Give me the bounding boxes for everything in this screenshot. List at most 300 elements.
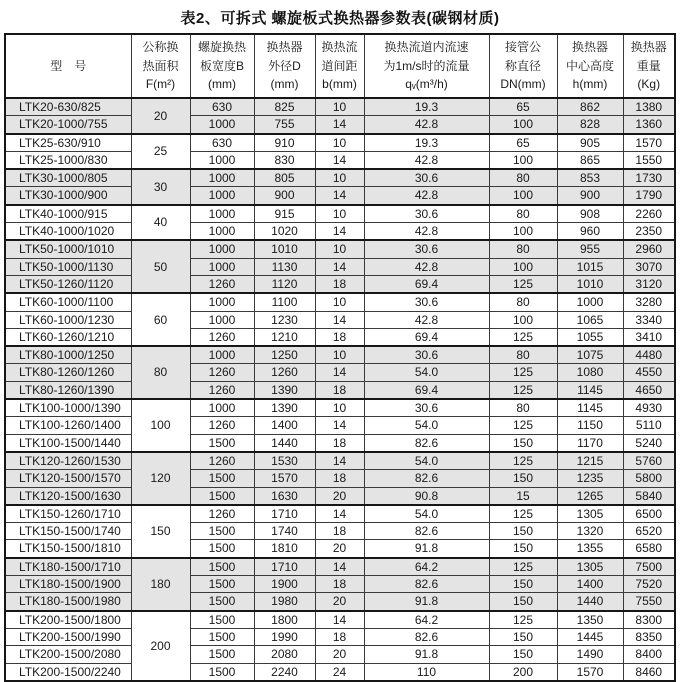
- flow-rate-cell: 42.8: [364, 258, 489, 275]
- model-cell: LTK80-1260/1260: [5, 364, 131, 381]
- flow-rate-cell: 90.8: [364, 487, 489, 505]
- flow-rate-cell: 91.8: [364, 540, 489, 558]
- nominal-area-cell: 200: [131, 611, 190, 681]
- channel-spacing-cell: 14: [315, 187, 364, 205]
- header-line: F(m²): [145, 77, 176, 92]
- weight-cell: 8300: [623, 611, 675, 629]
- nominal-area-cell: 30: [131, 169, 190, 205]
- flow-rate-cell: 54.0: [364, 505, 489, 523]
- channel-spacing-cell: 20: [315, 487, 364, 505]
- plate-width-cell: 1500: [190, 540, 254, 558]
- header-line: b(mm): [322, 77, 357, 92]
- nozzle-diameter-cell: 100: [489, 311, 557, 328]
- table-row: [5, 663, 675, 681]
- header-line: 换热器: [630, 40, 667, 55]
- header-line: 换热流道内流速: [384, 40, 469, 55]
- nozzle-diameter-cell: 150: [489, 593, 557, 611]
- model-cell: LTK80-1000/1250: [5, 346, 131, 364]
- table-row: [5, 470, 675, 487]
- center-height-cell: 1215: [557, 452, 623, 470]
- plate-width-cell: 1000: [190, 293, 254, 311]
- channel-spacing-cell: 20: [315, 646, 364, 663]
- plate-width-cell: 1500: [190, 611, 254, 629]
- table-row: [5, 611, 675, 629]
- nozzle-diameter-cell: 15: [489, 487, 557, 505]
- center-height-cell: 1015: [557, 258, 623, 275]
- table-row: [5, 381, 675, 399]
- model-cell: LTK60-1000/1230: [5, 311, 131, 328]
- channel-spacing-cell: 14: [315, 611, 364, 629]
- nominal-area-cell: 25: [131, 134, 190, 170]
- weight-cell: 1550: [623, 151, 675, 169]
- channel-spacing-cell: 18: [315, 434, 364, 452]
- plate-width-cell: 1000: [190, 187, 254, 205]
- center-height-cell: 1445: [557, 628, 623, 645]
- header-line: 螺旋换热: [197, 40, 246, 55]
- center-height-cell: 1305: [557, 505, 623, 523]
- flow-rate-cell: 91.8: [364, 646, 489, 663]
- channel-spacing-cell: 10: [315, 346, 364, 364]
- channel-spacing-cell: 10: [315, 399, 364, 417]
- plate-width-cell: 1500: [190, 663, 254, 681]
- weight-cell: 6520: [623, 523, 675, 540]
- flow-rate-cell: 42.8: [364, 116, 489, 134]
- outer-diameter-cell: 1740: [254, 523, 315, 540]
- model-cell: LTK25-1000/830: [5, 151, 131, 169]
- header-line: 外径D: [268, 58, 301, 73]
- col-header-center-height: [557, 34, 623, 98]
- channel-spacing-cell: 18: [315, 470, 364, 487]
- center-height-cell: 853: [557, 169, 623, 187]
- flow-rate-cell: 42.8: [364, 187, 489, 205]
- table-row: [5, 540, 675, 558]
- nominal-area-cell: 20: [131, 98, 190, 134]
- nominal-area-cell: 100: [131, 399, 190, 452]
- weight-cell: 1360: [623, 116, 675, 134]
- center-height-cell: 905: [557, 134, 623, 152]
- plate-width-cell: 1000: [190, 205, 254, 223]
- model-cell: LTK120-1500/1630: [5, 487, 131, 505]
- nozzle-diameter-cell: 150: [489, 434, 557, 452]
- center-height-cell: 1010: [557, 275, 623, 293]
- plate-width-cell: 1000: [190, 240, 254, 258]
- outer-diameter-cell: 755: [254, 116, 315, 134]
- table-row: [5, 116, 675, 134]
- flow-rate-cell: 69.4: [364, 328, 489, 346]
- center-height-cell: 955: [557, 240, 623, 258]
- flow-rate-cell: 82.6: [364, 576, 489, 593]
- table-row: [5, 275, 675, 293]
- plate-width-cell: 1500: [190, 628, 254, 645]
- header-line: (mm): [270, 77, 299, 92]
- nozzle-diameter-cell: 80: [489, 169, 557, 187]
- channel-spacing-cell: 10: [315, 240, 364, 258]
- table-row: [5, 134, 675, 152]
- nozzle-diameter-cell: 65: [489, 134, 557, 152]
- table-row: [5, 452, 675, 470]
- flow-rate-cell: 91.8: [364, 593, 489, 611]
- table-row: [5, 523, 675, 540]
- outer-diameter-cell: 1230: [254, 311, 315, 328]
- plate-width-cell: 630: [190, 134, 254, 152]
- outer-diameter-cell: 1800: [254, 611, 315, 629]
- weight-cell: 4550: [623, 364, 675, 381]
- table-row: [5, 328, 675, 346]
- outer-diameter-cell: 1010: [254, 240, 315, 258]
- model-cell: LTK25-630/910: [5, 134, 131, 152]
- header-row: [5, 34, 675, 98]
- weight-cell: 4480: [623, 346, 675, 364]
- plate-width-cell: 1500: [190, 646, 254, 663]
- weight-cell: 7520: [623, 576, 675, 593]
- center-height-cell: 1080: [557, 364, 623, 381]
- channel-spacing-cell: 10: [315, 98, 364, 116]
- nozzle-diameter-cell: 125: [489, 328, 557, 346]
- col-header-model: [5, 34, 131, 98]
- center-height-cell: 1440: [557, 593, 623, 611]
- channel-spacing-cell: 20: [315, 540, 364, 558]
- nozzle-diameter-cell: 80: [489, 205, 557, 223]
- table-row: [5, 151, 675, 169]
- model-cell: LTK150-1500/1810: [5, 540, 131, 558]
- nozzle-diameter-cell: 80: [489, 240, 557, 258]
- outer-diameter-cell: 1020: [254, 223, 315, 241]
- nozzle-diameter-cell: 125: [489, 611, 557, 629]
- plate-width-cell: 1500: [190, 487, 254, 505]
- center-height-cell: 1065: [557, 311, 623, 328]
- col-header-weight: [623, 34, 675, 98]
- header-line: DN(mm): [500, 77, 546, 92]
- table-row: [5, 293, 675, 311]
- model-cell: LTK200-1500/1800: [5, 611, 131, 629]
- nominal-area-cell: 40: [131, 205, 190, 241]
- table-row: [5, 646, 675, 663]
- channel-spacing-cell: 10: [315, 169, 364, 187]
- flow-rate-cell: 42.8: [364, 311, 489, 328]
- model-cell: LTK120-1500/1570: [5, 470, 131, 487]
- weight-cell: 1380: [623, 98, 675, 116]
- flow-rate-cell: 82.6: [364, 470, 489, 487]
- weight-cell: 5800: [623, 470, 675, 487]
- weight-cell: 7500: [623, 558, 675, 576]
- header-line: 换热器: [571, 40, 608, 55]
- header-line: h(mm): [572, 77, 608, 92]
- weight-cell: 3120: [623, 275, 675, 293]
- nozzle-diameter-cell: 150: [489, 628, 557, 645]
- flow-rate-cell: 54.0: [364, 417, 489, 434]
- col-header-nominal-area: [131, 34, 190, 98]
- center-height-cell: 1075: [557, 346, 623, 364]
- flow-rate-cell: 64.2: [364, 558, 489, 576]
- center-height-cell: 1055: [557, 328, 623, 346]
- model-cell: LTK200-1500/2240: [5, 663, 131, 681]
- channel-spacing-cell: 14: [315, 311, 364, 328]
- nominal-area-cell: 60: [131, 293, 190, 346]
- weight-cell: 8350: [623, 628, 675, 645]
- table-row: [5, 258, 675, 275]
- nozzle-diameter-cell: 150: [489, 576, 557, 593]
- table-row: [5, 187, 675, 205]
- table-row: [5, 487, 675, 505]
- header-line: 板宽度B: [199, 58, 244, 73]
- outer-diameter-cell: 830: [254, 151, 315, 169]
- outer-diameter-cell: 1710: [254, 505, 315, 523]
- weight-cell: 2960: [623, 240, 675, 258]
- nozzle-diameter-cell: 125: [489, 275, 557, 293]
- flow-rate-cell: 30.6: [364, 399, 489, 417]
- table-row: [5, 417, 675, 434]
- model-cell: LTK180-1500/1710: [5, 558, 131, 576]
- outer-diameter-cell: 2240: [254, 663, 315, 681]
- nozzle-diameter-cell: 125: [489, 381, 557, 399]
- nozzle-diameter-cell: 100: [489, 258, 557, 275]
- weight-cell: 5240: [623, 434, 675, 452]
- center-height-cell: 1145: [557, 381, 623, 399]
- table-row: [5, 223, 675, 241]
- model-cell: LTK40-1000/1020: [5, 223, 131, 241]
- center-height-cell: 862: [557, 98, 623, 116]
- header-line: 热面积: [142, 58, 179, 73]
- channel-spacing-cell: 18: [315, 275, 364, 293]
- center-height-cell: 1265: [557, 487, 623, 505]
- col-header-outer-diameter: [254, 34, 315, 98]
- outer-diameter-cell: 1390: [254, 381, 315, 399]
- flow-rate-cell: 30.6: [364, 205, 489, 223]
- weight-cell: 1730: [623, 169, 675, 187]
- channel-spacing-cell: 14: [315, 452, 364, 470]
- flow-rate-cell: 64.2: [364, 611, 489, 629]
- model-cell: LTK20-630/825: [5, 98, 131, 116]
- weight-cell: 3070: [623, 258, 675, 275]
- flow-rate-cell: 30.6: [364, 169, 489, 187]
- channel-spacing-cell: 18: [315, 628, 364, 645]
- center-height-cell: 1490: [557, 646, 623, 663]
- model-cell: LTK180-1500/1900: [5, 576, 131, 593]
- flow-rate-cell: 54.0: [364, 452, 489, 470]
- plate-width-cell: 1260: [190, 364, 254, 381]
- center-height-cell: 1305: [557, 558, 623, 576]
- model-cell: LTK150-1260/1710: [5, 505, 131, 523]
- outer-diameter-cell: 1530: [254, 452, 315, 470]
- header-line: 换热流: [321, 40, 358, 55]
- nominal-area-cell: 180: [131, 558, 190, 611]
- nominal-area-cell: 80: [131, 346, 190, 399]
- nozzle-diameter-cell: 150: [489, 523, 557, 540]
- model-cell: LTK30-1000/900: [5, 187, 131, 205]
- model-cell: LTK150-1500/1740: [5, 523, 131, 540]
- nozzle-diameter-cell: 150: [489, 470, 557, 487]
- center-height-cell: 1150: [557, 417, 623, 434]
- col-header-channel-spacing: [315, 34, 364, 98]
- table-row: [5, 205, 675, 223]
- outer-diameter-cell: 1210: [254, 328, 315, 346]
- center-height-cell: 1400: [557, 576, 623, 593]
- table-title: 表2、可拆式 螺旋板式换热器参数表(碳钢材质): [180, 10, 500, 27]
- nominal-area-cell: 50: [131, 240, 190, 293]
- table-row: [5, 576, 675, 593]
- nozzle-diameter-cell: 150: [489, 646, 557, 663]
- nozzle-diameter-cell: 200: [489, 663, 557, 681]
- outer-diameter-cell: 1250: [254, 346, 315, 364]
- outer-diameter-cell: 900: [254, 187, 315, 205]
- flow-rate-cell: 42.8: [364, 223, 489, 241]
- weight-cell: 6500: [623, 505, 675, 523]
- channel-spacing-cell: 14: [315, 151, 364, 169]
- header-line: (Kg): [637, 77, 661, 92]
- model-cell: LTK40-1000/915: [5, 205, 131, 223]
- plate-width-cell: 1500: [190, 434, 254, 452]
- outer-diameter-cell: 1980: [254, 593, 315, 611]
- model-cell: LTK60-1260/1210: [5, 328, 131, 346]
- plate-width-cell: 1000: [190, 346, 254, 364]
- table-row: [5, 434, 675, 452]
- weight-cell: 2350: [623, 223, 675, 241]
- center-height-cell: 1350: [557, 611, 623, 629]
- plate-width-cell: 1260: [190, 505, 254, 523]
- channel-spacing-cell: 14: [315, 505, 364, 523]
- plate-width-cell: 1260: [190, 328, 254, 346]
- outer-diameter-cell: 1100: [254, 293, 315, 311]
- flow-rate-cell: 82.6: [364, 628, 489, 645]
- header-line: 道间距: [321, 58, 358, 73]
- nominal-area-cell: 150: [131, 505, 190, 558]
- channel-spacing-cell: 10: [315, 134, 364, 152]
- plate-width-cell: 630: [190, 98, 254, 116]
- nozzle-diameter-cell: 125: [489, 558, 557, 576]
- channel-spacing-cell: 20: [315, 593, 364, 611]
- model-cell: LTK30-1000/805: [5, 169, 131, 187]
- nozzle-diameter-cell: 125: [489, 417, 557, 434]
- model-cell: LTK20-1000/755: [5, 116, 131, 134]
- flow-rate-cell: 110: [364, 663, 489, 681]
- center-height-cell: 828: [557, 116, 623, 134]
- header-line: 型 号: [50, 58, 87, 73]
- outer-diameter-cell: 1260: [254, 364, 315, 381]
- nozzle-diameter-cell: 100: [489, 116, 557, 134]
- header-line: 重量: [636, 58, 661, 73]
- table-header: [5, 34, 675, 98]
- nozzle-diameter-cell: 125: [489, 452, 557, 470]
- channel-spacing-cell: 18: [315, 381, 364, 399]
- header-line: 称直径: [504, 58, 541, 73]
- model-cell: LTK100-1000/1390: [5, 399, 131, 417]
- weight-cell: 5110: [623, 417, 675, 434]
- center-height-cell: 960: [557, 223, 623, 241]
- weight-cell: 3280: [623, 293, 675, 311]
- table-row: [5, 399, 675, 417]
- weight-cell: 4930: [623, 399, 675, 417]
- model-cell: LTK50-1260/1120: [5, 275, 131, 293]
- outer-diameter-cell: 1900: [254, 576, 315, 593]
- channel-spacing-cell: 14: [315, 223, 364, 241]
- plate-width-cell: 1260: [190, 275, 254, 293]
- header-line: 接管公: [504, 40, 541, 55]
- col-header-plate-width: [190, 34, 254, 98]
- outer-diameter-cell: 1990: [254, 628, 315, 645]
- nozzle-diameter-cell: 100: [489, 187, 557, 205]
- parameters-table: [4, 33, 676, 682]
- nozzle-diameter-cell: 100: [489, 151, 557, 169]
- flow-rate-cell: 54.0: [364, 364, 489, 381]
- outer-diameter-cell: 825: [254, 98, 315, 116]
- model-cell: LTK100-1260/1400: [5, 417, 131, 434]
- plate-width-cell: 1000: [190, 151, 254, 169]
- table-row: [5, 364, 675, 381]
- table-row: [5, 98, 675, 116]
- plate-width-cell: 1260: [190, 452, 254, 470]
- center-height-cell: 1235: [557, 470, 623, 487]
- channel-spacing-cell: 18: [315, 576, 364, 593]
- plate-width-cell: 1500: [190, 593, 254, 611]
- plate-width-cell: 1000: [190, 399, 254, 417]
- channel-spacing-cell: 24: [315, 663, 364, 681]
- plate-width-cell: 1260: [190, 381, 254, 399]
- nozzle-diameter-cell: 125: [489, 364, 557, 381]
- center-height-cell: 908: [557, 205, 623, 223]
- plate-width-cell: 1000: [190, 116, 254, 134]
- plate-width-cell: 1000: [190, 169, 254, 187]
- channel-spacing-cell: 18: [315, 328, 364, 346]
- flow-rate-cell: 30.6: [364, 240, 489, 258]
- plate-width-cell: 1000: [190, 311, 254, 328]
- nozzle-diameter-cell: 100: [489, 223, 557, 241]
- plate-width-cell: 1500: [190, 470, 254, 487]
- weight-cell: 5760: [623, 452, 675, 470]
- outer-diameter-cell: 1570: [254, 470, 315, 487]
- channel-spacing-cell: 14: [315, 116, 364, 134]
- table-row: [5, 169, 675, 187]
- channel-spacing-cell: 14: [315, 417, 364, 434]
- channel-spacing-cell: 14: [315, 558, 364, 576]
- outer-diameter-cell: 1440: [254, 434, 315, 452]
- model-cell: LTK50-1000/1130: [5, 258, 131, 275]
- weight-cell: 5840: [623, 487, 675, 505]
- flow-rate-cell: 42.8: [364, 151, 489, 169]
- table-row: [5, 240, 675, 258]
- weight-cell: 2260: [623, 205, 675, 223]
- weight-cell: 6580: [623, 540, 675, 558]
- table-row: [5, 558, 675, 576]
- flow-rate-cell: 82.6: [364, 434, 489, 452]
- outer-diameter-cell: 1130: [254, 258, 315, 275]
- col-header-flow-rate: [364, 34, 489, 98]
- weight-cell: 1790: [623, 187, 675, 205]
- flow-rate-cell: 30.6: [364, 346, 489, 364]
- center-height-cell: 900: [557, 187, 623, 205]
- flow-rate-cell: 69.4: [364, 275, 489, 293]
- flow-rate-cell: 30.6: [364, 293, 489, 311]
- table-row: [5, 593, 675, 611]
- header-line: 中心高度: [565, 58, 614, 73]
- outer-diameter-cell: 1710: [254, 558, 315, 576]
- plate-width-cell: 1500: [190, 523, 254, 540]
- flow-rate-cell: 82.6: [364, 523, 489, 540]
- weight-cell: 1570: [623, 134, 675, 152]
- outer-diameter-cell: 910: [254, 134, 315, 152]
- plate-width-cell: 1500: [190, 558, 254, 576]
- header-line: 为1m/s时的流量: [383, 58, 470, 73]
- weight-cell: 3410: [623, 328, 675, 346]
- weight-cell: 4650: [623, 381, 675, 399]
- outer-diameter-cell: 2080: [254, 646, 315, 663]
- plate-width-cell: 1000: [190, 223, 254, 241]
- weight-cell: 8400: [623, 646, 675, 663]
- flow-rate-cell: 19.3: [364, 134, 489, 152]
- model-cell: LTK200-1500/1990: [5, 628, 131, 645]
- header-line: 换热器: [266, 40, 303, 55]
- outer-diameter-cell: 1390: [254, 399, 315, 417]
- nozzle-diameter-cell: 65: [489, 98, 557, 116]
